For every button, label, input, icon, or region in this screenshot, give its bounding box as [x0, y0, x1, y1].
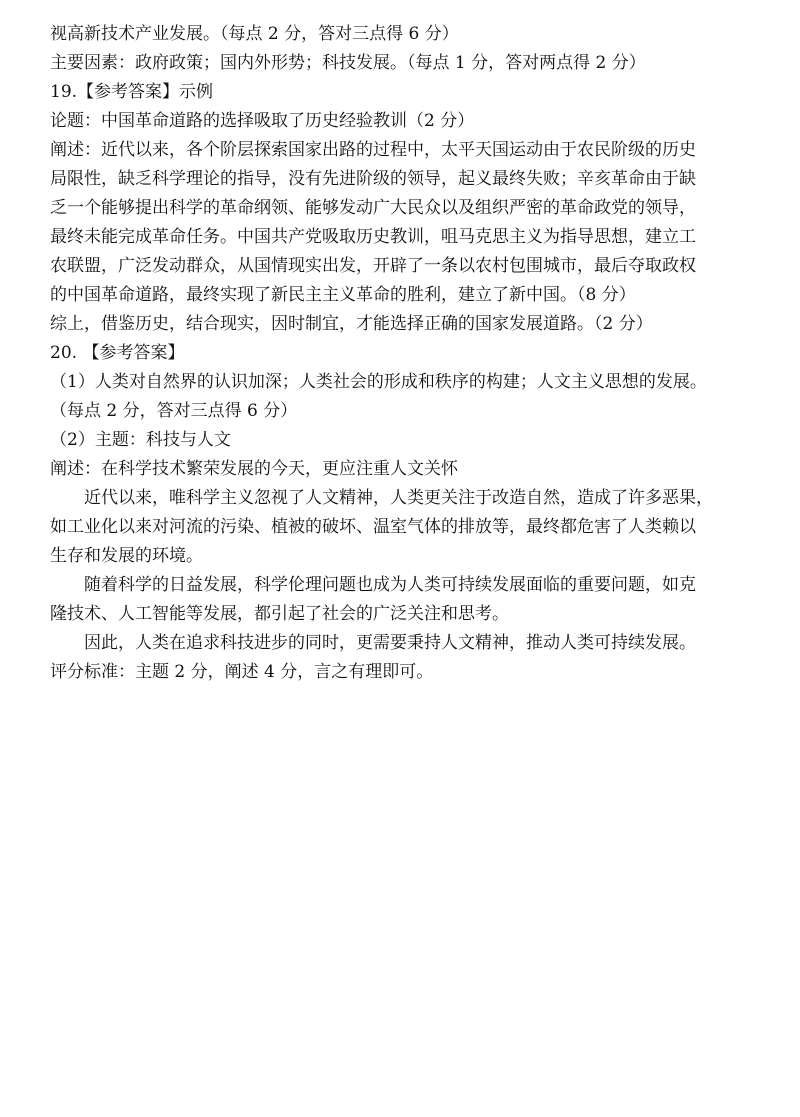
paragraph-line: 隆技术、人工智能等发展，都引起了社会的广泛关注和思考。 — [50, 604, 509, 624]
part-1-scoring-line: （每点 2 分，答对三点得 6 分） — [50, 401, 298, 421]
elaboration-line: 最终未能完成革命任务。中国共产党吸取历史教训，咀马克思主义为指导思想，建立工 — [50, 227, 696, 247]
elaboration-line: 农联盟，广泛发动群众，从国情现实出发，开辟了一条以农村包围城市，最后夺取政权 — [50, 256, 696, 276]
main-factors-line: 主要因素：政府政策；国内外形势；科技发展。（每点 1 分，答对两点得 2 分） — [50, 53, 646, 73]
elaboration-line: 乏一个能够提出科学的革命纲领、能够发动广大民众以及组织严密的革命政党的领导， — [50, 198, 696, 218]
paragraph-line: 因此，人类在追求科技进步的同时，更需要秉持人文精神，推动人类可持续发展。 — [84, 633, 696, 653]
part-2-theme-line: （2）主题：科技与人文 — [50, 430, 231, 450]
part-1-answer-line: （1）人类对自然界的认识加深；人类社会的形成和秩序的构建；人文主义思想的发展。 — [50, 372, 707, 392]
document-page — [50, 20, 760, 687]
paragraph-line: 近代以来，唯科学主义忽视了人文精神，人类更关注于改造自然，造成了许多恶果， — [84, 488, 713, 508]
elaboration-line: 的中国革命道路，最终实现了新民主主义革命的胜利，建立了新中国。（8 分） — [50, 285, 636, 305]
part-2-elaboration-line: 阐述：在科学技术繁荣发展的今天，更应注重人文关怀 — [50, 459, 458, 479]
answer-continuation-line: 视高新技术产业发展。（每点 2 分，答对三点得 6 分） — [50, 24, 459, 44]
elaboration-line: 局限性，缺乏科学理论的指导，没有先进阶级的领导，起义最终失败；辛亥革命由于缺 — [50, 169, 696, 189]
paragraph-line: 如工业化以来对河流的污染、植被的破坏、温室气体的排放等，最终都危害了人类赖以 — [50, 517, 696, 537]
conclusion-line: 综上，借鉴历史，结合现实，因时制宜，才能选择正确的国家发展道路。（2 分） — [50, 314, 653, 334]
scoring-criteria-line: 评分标准：主题 2 分，阐述 4 分，言之有理即可。 — [50, 662, 434, 682]
question-20-heading: 20. 【参考答案】 — [50, 343, 185, 363]
question-19-heading: 19.【参考答案】示例 — [50, 82, 214, 102]
elaboration-line: 阐述：近代以来，各个阶层探索国家出路的过程中，太平天国运动由于农民阶级的历史 — [50, 140, 696, 160]
paragraph-line: 生存和发展的环境。 — [50, 546, 203, 566]
paragraph-line: 随着科学的日益发展，科学伦理问题也成为人类可持续发展面临的重要问题，如克 — [84, 575, 696, 595]
thesis-line: 论题：中国革命道路的选择吸取了历史经验教训（2 分） — [50, 111, 475, 131]
